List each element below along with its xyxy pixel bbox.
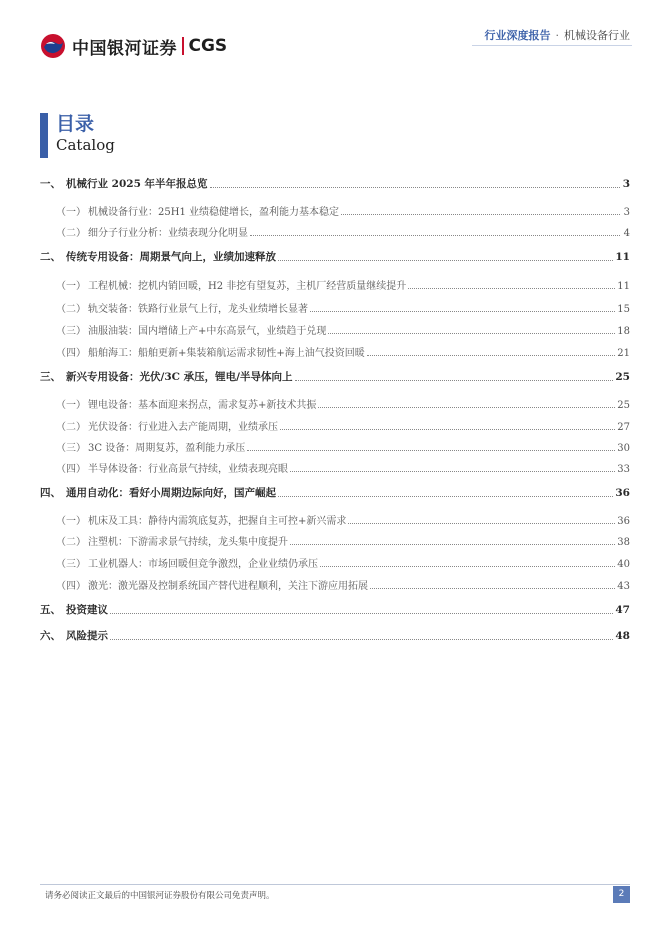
industry-name: 机械设备行业 (564, 29, 630, 42)
catalog-subtitle: Catalog (56, 136, 115, 154)
toc-dot-leader (290, 543, 615, 545)
toc-entry-number: （三） (56, 559, 86, 570)
logo-text: 中国银河证券 (72, 38, 177, 59)
toc-subsection-entry[interactable] (40, 203, 630, 218)
toc-entry-page: 15 (617, 304, 630, 315)
toc-entry-title: 风险提示 (66, 630, 108, 642)
toc-entry-title: 机械设备行业：25H1 业绩稳健增长，盈利能力基本稳定 (88, 207, 339, 218)
report-category (485, 27, 631, 43)
toc-dot-leader (210, 186, 620, 188)
toc-entry-title: 油服油装：国内增储上产+中东高景气，业绩趋于兑现 (88, 326, 327, 337)
toc-dot-leader (408, 287, 615, 289)
toc-entry-title: 轨交装备：铁路行业景气上行，龙头业绩增长显著 (88, 304, 308, 315)
toc-entry-number: （四） (56, 348, 86, 359)
toc-dot-leader (341, 213, 620, 215)
toc-entry-title: 船舶海工：船舶更新+集装箱航运需求韧性+海上油气投资回暖 (88, 348, 365, 359)
toc-dot-leader (318, 406, 615, 408)
toc-subsection-entry[interactable] (40, 277, 630, 292)
toc-subsection-entry[interactable] (40, 224, 630, 239)
toc-subsection-entry[interactable] (40, 555, 630, 570)
toc-entry-page: 21 (617, 348, 630, 359)
toc-entry-number: （一） (56, 516, 86, 527)
toc-dot-leader (110, 638, 613, 640)
toc-subsection-entry[interactable] (40, 344, 630, 359)
page-number-badge: 2 (613, 886, 630, 903)
toc-entry-title: 通用自动化：看好小周期边际向好，国产崛起 (66, 487, 276, 499)
toc-entry-page: 47 (615, 604, 630, 616)
logo-cgs-text: CGS (188, 36, 228, 56)
catalog-title: 目录 (56, 113, 95, 135)
toc-entry-page: 40 (617, 559, 630, 570)
toc-subsection-entry[interactable] (40, 439, 630, 454)
toc-dot-leader (247, 449, 615, 451)
toc-section-entry[interactable] (40, 176, 630, 191)
toc-dot-leader (290, 470, 615, 472)
toc-entry-title: 激光：激光器及控制系统国产替代进程顺利，关注下游应用拓展 (88, 581, 368, 592)
toc-entry-title: 细分子行业分析：业绩表现分化明显 (88, 228, 248, 239)
toc-entry-title: 传统专用设备：周期景气向上，业绩加速释放 (66, 251, 276, 263)
toc-subsection-entry[interactable] (40, 396, 630, 411)
toc-dot-leader (320, 565, 615, 567)
toc-subsection-entry[interactable] (40, 300, 630, 315)
toc-dot-leader (110, 612, 613, 614)
toc-entry-title: 机械行业 2025 年半年报总览 (66, 178, 208, 190)
toc-entry-title: 光伏设备：行业进入去产能周期，业绩承压 (88, 422, 278, 433)
toc-entry-number: 三、 (40, 371, 61, 383)
toc-dot-leader (278, 495, 613, 497)
header-divider (472, 45, 632, 46)
toc-section-entry[interactable] (40, 485, 630, 500)
toc-dot-leader (295, 379, 614, 381)
logo-divider (182, 37, 184, 55)
toc-entry-page: 25 (615, 371, 630, 383)
toc-dot-leader (328, 332, 615, 334)
toc-entry-title: 投资建议 (66, 604, 108, 616)
toc-entry-page: 25 (617, 400, 630, 411)
toc-entry-title: 半导体设备：行业高景气持续，业绩表现亮眼 (88, 464, 288, 475)
logo-emblem-icon (40, 33, 66, 59)
toc-subsection-entry[interactable] (40, 460, 630, 475)
toc-dot-leader (278, 259, 613, 261)
toc-entry-page: 27 (617, 422, 630, 433)
toc-dot-leader (250, 234, 620, 236)
toc-entry-page: 43 (617, 581, 630, 592)
toc-entry-number: （一） (56, 207, 86, 218)
toc-entry-title: 机床及工具：静待内需筑底复苏，把握自主可控+新兴需求 (88, 516, 347, 527)
toc-entry-number: （二） (56, 304, 86, 315)
toc-entry-number: （三） (56, 443, 86, 454)
toc-entry-number: 五、 (40, 604, 61, 616)
toc-entry-title: 工业机器人：市场回暖但竞争激烈，企业业绩仍承压 (88, 559, 318, 570)
toc-entry-number: （二） (56, 228, 86, 239)
toc-entry-page: 48 (615, 630, 630, 642)
toc-subsection-entry[interactable] (40, 533, 630, 548)
footer-disclaimer: 请务必阅读正文最后的中国银河证券股份有限公司免责声明。 (45, 891, 275, 901)
toc-entry-number: 一、 (40, 178, 61, 190)
toc-dot-leader (370, 587, 615, 589)
toc-subsection-entry[interactable] (40, 577, 630, 592)
toc-dot-leader (310, 310, 615, 312)
toc-entry-page: 38 (617, 537, 630, 548)
toc-entry-page: 30 (617, 443, 630, 454)
toc-entry-title: 注塑机：下游需求景气持续，龙头集中度提升 (88, 537, 288, 548)
toc-section-entry[interactable] (40, 602, 630, 617)
toc-subsection-entry[interactable] (40, 322, 630, 337)
toc-subsection-entry[interactable] (40, 418, 630, 433)
toc-entry-number: 六、 (40, 630, 61, 642)
page-header (0, 0, 662, 70)
toc-entry-page: 4 (623, 228, 630, 239)
toc-entry-number: （二） (56, 422, 86, 433)
toc-section-entry[interactable] (40, 628, 630, 643)
toc-dot-leader (367, 354, 616, 356)
toc-entry-title: 锂电设备：基本面迎来拐点，需求复苏+新技术共振 (88, 400, 317, 411)
toc-entry-page: 3 (622, 178, 630, 190)
toc-entry-page: 36 (615, 487, 630, 499)
toc-entry-number: （三） (56, 326, 86, 337)
toc-entry-page: 36 (617, 516, 630, 527)
footer-divider (40, 884, 630, 885)
toc-entry-number: （四） (56, 464, 86, 475)
toc-dot-leader (348, 522, 615, 524)
toc-entry-number: （一） (56, 281, 86, 292)
toc-dot-leader (280, 428, 615, 430)
toc-subsection-entry[interactable] (40, 512, 630, 527)
catalog-accent-bar (40, 113, 48, 158)
toc-entry-number: （四） (56, 581, 86, 592)
toc-entry-number: 四、 (40, 487, 61, 499)
header-separator: · (555, 29, 559, 42)
toc-entry-page: 3 (623, 207, 630, 218)
toc-entry-page: 33 (617, 464, 630, 475)
toc-entry-page: 11 (615, 251, 630, 263)
toc-entry-title: 3C 设备：周期复苏，盈利能力承压 (88, 443, 246, 454)
toc-entry-number: 二、 (40, 251, 61, 263)
report-type: 行业深度报告 (484, 29, 551, 42)
toc-entry-page: 18 (617, 326, 630, 337)
toc-section-entry[interactable] (40, 369, 630, 384)
toc-entry-title: 新兴专用设备：光伏/3C 承压，锂电/半导体向上 (66, 371, 293, 383)
company-logo (40, 33, 227, 59)
toc-entry-title: 工程机械：挖机内销回暖，H2 非挖有望复苏，主机厂经营质量继续提升 (88, 281, 407, 292)
toc-section-entry[interactable] (40, 249, 630, 264)
toc-entry-number: （二） (56, 537, 86, 548)
toc-entry-number: （一） (56, 400, 86, 411)
toc-entry-page: 11 (617, 281, 630, 292)
